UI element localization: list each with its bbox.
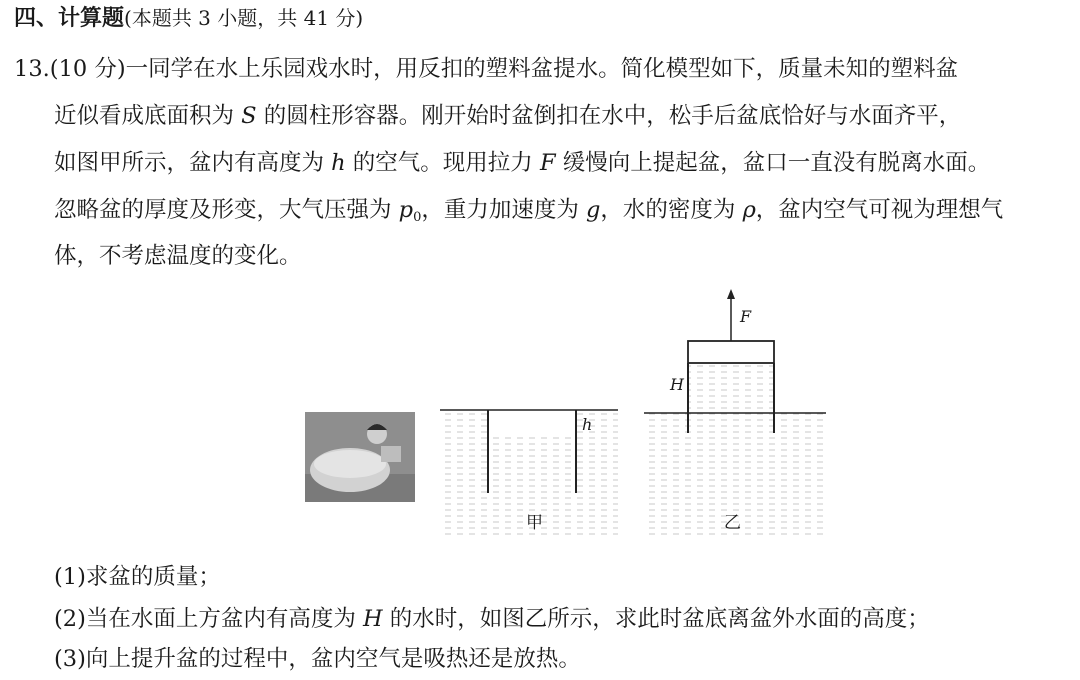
problem-line-3: 如图甲所示，盆内有高度为 h 的空气。现用拉力 F 缓慢向上提起盆，盆口一直没有脱离水面。: [54, 150, 991, 176]
caption-yi: 乙: [724, 513, 741, 533]
question-1: (1)求盆的质量；: [54, 564, 221, 590]
figure: [300, 285, 830, 535]
caption-jia: 甲: [526, 513, 543, 533]
var-h: h: [331, 150, 346, 176]
var-S: S: [241, 103, 257, 129]
label-h: h: [582, 415, 593, 434]
problem-line-5: 体，不考虑温度的变化。: [54, 243, 302, 269]
label-H: H: [670, 375, 684, 394]
problem-line-4: 忽略盆的厚度及形变，大气压强为 $p_0$，重力加速度为 g，水的密度为 ρ，盆内空气可视为理想气: [54, 197, 1004, 225]
var-rho: ρ: [742, 197, 756, 223]
var-g: g: [586, 197, 601, 223]
question-2: (2)当在水面上方盆内有高度为 H 的水时，如图乙所示，求此时盆底离盆外水面的高度；: [54, 606, 930, 632]
section-note: (本题共 3 小题，共 41 分): [124, 6, 364, 30]
diagram-yi: [644, 289, 826, 535]
problem-points: (10 分): [49, 56, 126, 82]
section-heading: [14, 4, 363, 33]
section-title: 四、计算题: [14, 6, 125, 31]
var-p0: p: [398, 197, 414, 223]
problem-number: 13.: [14, 56, 50, 82]
var-H: H: [363, 606, 383, 632]
label-F: F: [740, 307, 752, 326]
problem-line-2: 近似看成底面积为 S 的圆柱形容器。刚开始时盆倒扣在水中，松手后盆底恰好与水面齐平，: [54, 103, 962, 129]
problem-line-1: 13.(10 分)一同学在水上乐园戏水时，用反扣的塑料盆提水。简化模型如下，质量未知的塑料盆: [14, 56, 959, 82]
question-3: (3)向上提升盆的过程中，盆内空气是吸热还是放热。: [54, 646, 581, 672]
diagram-svg: [300, 285, 830, 535]
var-F: F: [539, 150, 556, 176]
